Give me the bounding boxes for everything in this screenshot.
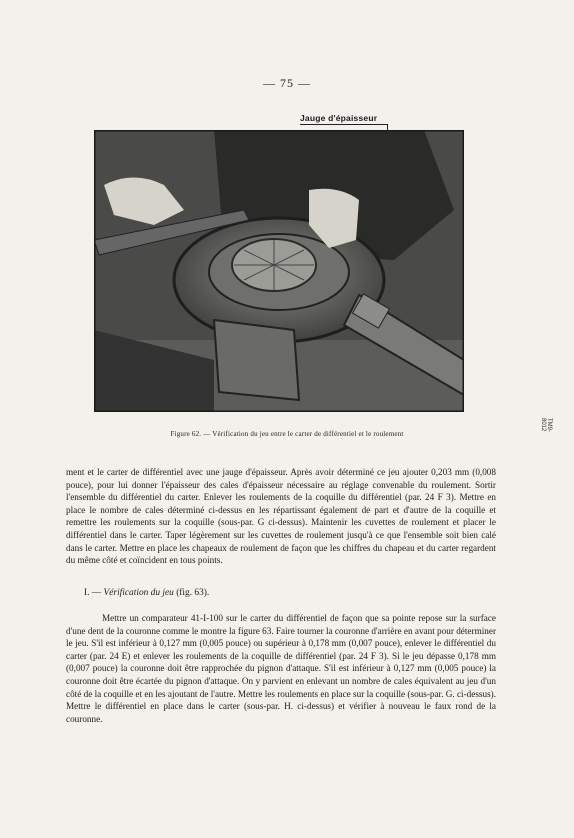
figure-callout-label: Jauge d'épaisseur — [300, 113, 378, 123]
side-margin-mark: TM9-8012 — [540, 418, 552, 432]
section-number: I. — — [84, 588, 102, 598]
paragraph-2: Mettre un comparateur 41-I-100 sur le carter du différentiel de façon que sa pointe repose sur la surface d'une dent de la couronne comme le montre la figure 63. Faire tourner la couronne d'arrière en avant pour déterminer le jeu. S'il est inférieur à 0,127 mm (0,005 pouce) ou supérieur à 0,178 mm (0,007 pouce), enlever le différentiel du carter (par. 24 E) et enlever les roulements de la coquille de différentiel (par. 24 F 3). Si le jeu dépasse 0,178 mm (0,007 pouce) la couronne doit être rapprochée du pignon d'attaque. S'il est inférieur à 0,127 mm (0,005 pouce) la couronne doit être écartée du pignon d'attaque. On y parvient en enlevant un nombre de cales équivalent au jeu d'un côté de la coquille et en les ajoutant de l'autre. Mettre les roulements en place sur la coquille (sous-par. G. ci-dessus). Mettre le différentiel en place dans le carter (sous-par. H. ci-dessus) et vérifier à nouveau le faux rond de la couronne. — [66, 613, 496, 724]
page-number: — 75 — — [263, 76, 311, 90]
paragraph-1: ment et le carter de différentiel avec une jauge d'épaisseur. Après avoir déterminé ce jeu ajouter 0,203 mm (0,008 pouce), pour lui donner l'épaisseur des cales d'épaisseur nécessaire au réglage convenable du roulement. Sortir l'ensemble du différentiel du carter. Enlever les roulements de la coquille du différentiel (par. 24 F 3). Mettre en place le nombre de cales déterminé ci-dessus en les répartissant également de part et d'autre de la coquille et remettre les roulements sur la coquille (sous-par. G ci-dessus). Maintenir les cuvettes de roulement et placer le différentiel dans le carter. Taper légèrement sur les cuvettes de roulement jusqu'à ce que l'ensemble soit bien calé dans le carter. Mettre en place les chapeaux de roulement de façon que les chiffres du chapeau et du carter regardent du même côté et coïncident en tous points. — [66, 467, 496, 566]
section-figure-ref: (fig. 63). — [176, 588, 210, 598]
differential-photo-illustration — [94, 130, 464, 412]
figure-caption: Figure 62. — Vérification du jeu entre le carter de différentiel et le roulement — [170, 430, 404, 438]
callout-leader-line — [300, 124, 388, 125]
section-title: Vérification du jeu — [103, 588, 174, 598]
figure-photo — [94, 130, 464, 412]
section-heading — [84, 588, 209, 598]
